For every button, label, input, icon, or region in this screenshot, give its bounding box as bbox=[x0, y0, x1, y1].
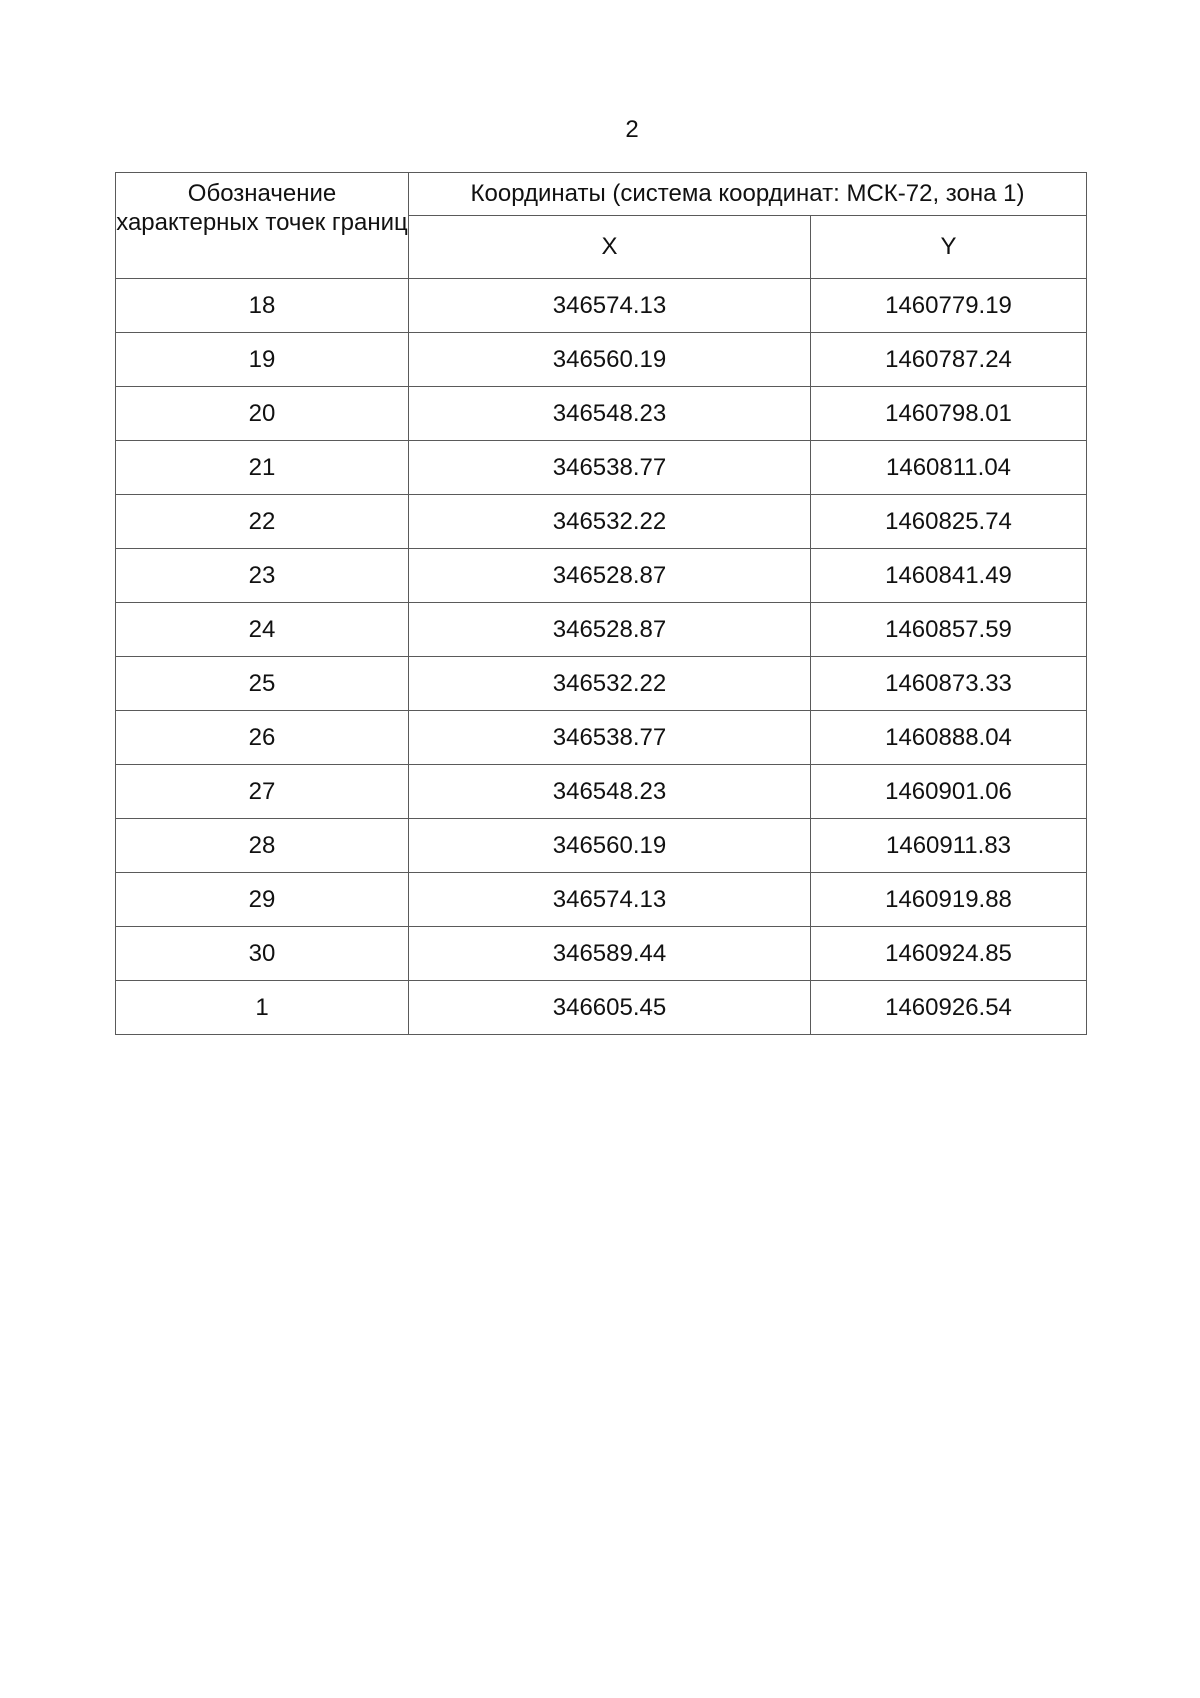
table-row bbox=[116, 495, 1087, 549]
coordinates-header: Координаты (система координат: МСК-72, зона 1) bbox=[409, 173, 1087, 216]
x-cell: 346605.45 bbox=[409, 981, 811, 1035]
y-cell: 1460787.24 bbox=[811, 333, 1087, 387]
point-cell: 29 bbox=[116, 873, 409, 927]
table-row bbox=[116, 603, 1087, 657]
table-body bbox=[116, 279, 1087, 1035]
x-cell: 346532.22 bbox=[409, 495, 811, 549]
point-cell: 21 bbox=[116, 441, 409, 495]
x-cell: 346528.87 bbox=[409, 603, 811, 657]
y-cell: 1460841.49 bbox=[811, 549, 1087, 603]
point-cell: 19 bbox=[116, 333, 409, 387]
table-row bbox=[116, 765, 1087, 819]
point-cell: 1 bbox=[116, 981, 409, 1035]
point-cell: 22 bbox=[116, 495, 409, 549]
point-cell: 18 bbox=[116, 279, 409, 333]
table-row bbox=[116, 873, 1087, 927]
x-cell: 346589.44 bbox=[409, 927, 811, 981]
point-column-header: Обозначение характерных точек границ bbox=[116, 173, 409, 279]
table-row bbox=[116, 927, 1087, 981]
coordinates-table bbox=[115, 172, 1087, 1035]
y-cell: 1460919.88 bbox=[811, 873, 1087, 927]
x-cell: 346528.87 bbox=[409, 549, 811, 603]
table-row bbox=[116, 279, 1087, 333]
x-cell: 346574.13 bbox=[409, 279, 811, 333]
y-cell: 1460798.01 bbox=[811, 387, 1087, 441]
x-cell: 346548.23 bbox=[409, 387, 811, 441]
x-cell: 346532.22 bbox=[409, 657, 811, 711]
x-cell: 346560.19 bbox=[409, 819, 811, 873]
y-cell: 1460873.33 bbox=[811, 657, 1087, 711]
point-cell: 27 bbox=[116, 765, 409, 819]
table-row bbox=[116, 387, 1087, 441]
x-cell: 346548.23 bbox=[409, 765, 811, 819]
y-cell: 1460811.04 bbox=[811, 441, 1087, 495]
point-cell: 23 bbox=[116, 549, 409, 603]
y-cell: 1460825.74 bbox=[811, 495, 1087, 549]
point-cell: 30 bbox=[116, 927, 409, 981]
point-cell: 24 bbox=[116, 603, 409, 657]
y-cell: 1460924.85 bbox=[811, 927, 1087, 981]
table-row bbox=[116, 333, 1087, 387]
x-cell: 346538.77 bbox=[409, 711, 811, 765]
x-column-header: X bbox=[409, 216, 811, 279]
table-row bbox=[116, 549, 1087, 603]
y-cell: 1460779.19 bbox=[811, 279, 1087, 333]
table-row bbox=[116, 441, 1087, 495]
table-row bbox=[116, 657, 1087, 711]
y-cell: 1460888.04 bbox=[811, 711, 1087, 765]
y-column-header: Y bbox=[811, 216, 1087, 279]
y-cell: 1460926.54 bbox=[811, 981, 1087, 1035]
y-cell: 1460901.06 bbox=[811, 765, 1087, 819]
table-row bbox=[116, 981, 1087, 1035]
point-cell: 26 bbox=[116, 711, 409, 765]
x-cell: 346560.19 bbox=[409, 333, 811, 387]
point-cell: 28 bbox=[116, 819, 409, 873]
page-number: 2 bbox=[625, 116, 639, 143]
point-cell: 25 bbox=[116, 657, 409, 711]
table-row bbox=[116, 711, 1087, 765]
x-cell: 346538.77 bbox=[409, 441, 811, 495]
y-cell: 1460911.83 bbox=[811, 819, 1087, 873]
x-cell: 346574.13 bbox=[409, 873, 811, 927]
table-row bbox=[116, 819, 1087, 873]
point-cell: 20 bbox=[116, 387, 409, 441]
y-cell: 1460857.59 bbox=[811, 603, 1087, 657]
